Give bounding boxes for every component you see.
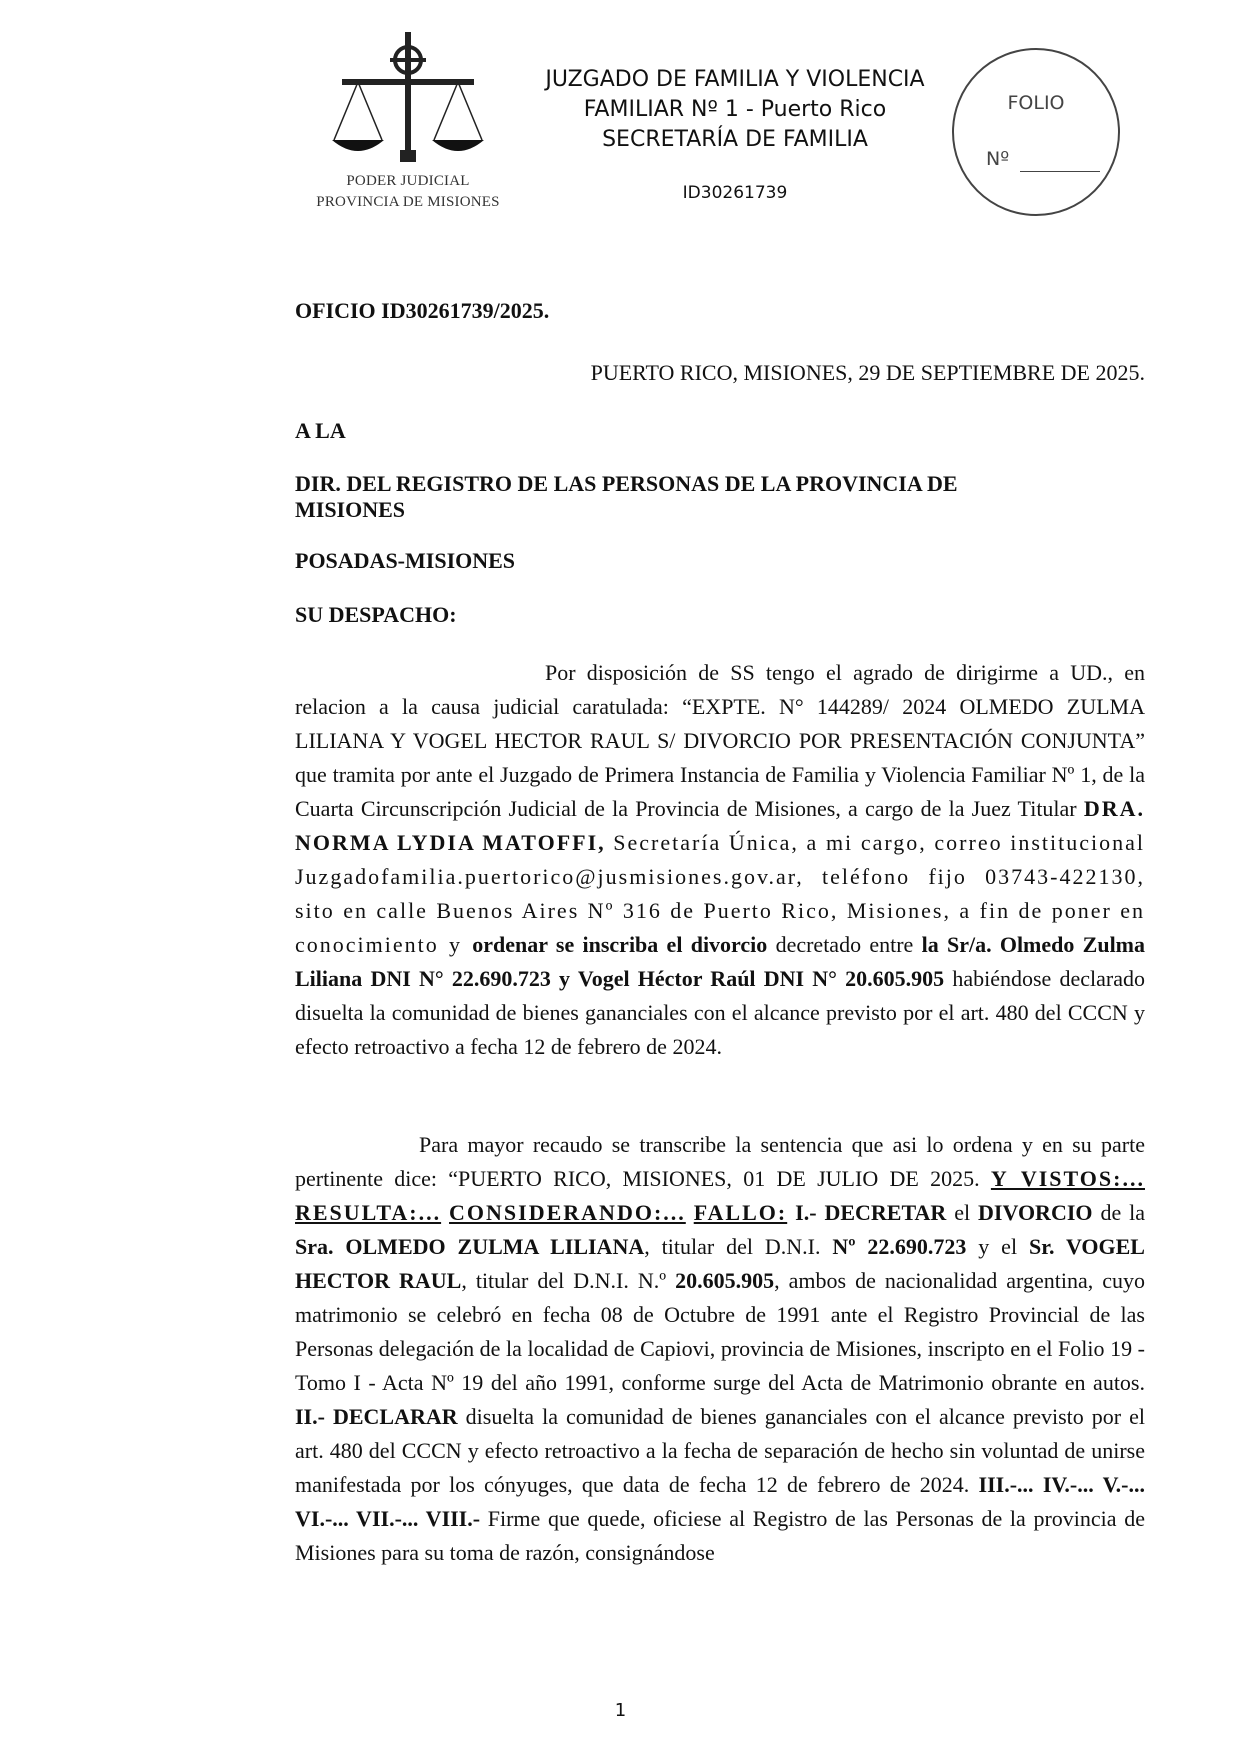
place-date: PUERTO RICO, MISIONES, 29 DE SEPTIEMBRE DE 2025. <box>590 360 1145 385</box>
i-decretar: I.- DECRETAR <box>795 1200 947 1225</box>
para1-text-3: decretado entre <box>767 932 922 957</box>
body-paragraph-2 <box>295 1128 1145 1570</box>
para1-text-4: habiéndose declarado disuelta la comunidad de bienes gananciales con el alcance previsto por el art. 480 del CCCN y efecto retroactivo a fecha 12 de febrero de 2024. <box>295 966 1145 1059</box>
para2-text-8: disuelta la comunidad de bienes gananciales con el alcance previsto por el art. 480 del CCCN y efecto retroactivo a la fecha de separación de hecho sin voluntad de unirse manifestada por los cónyuges, que data de fecha 12 de febrero de 2024. <box>295 1404 1146 1497</box>
divorcio: DIVORCIO <box>978 1200 1093 1225</box>
para2-text-7: , ambos de nacionalidad argentina, cuyo matrimonio se celebró en fecha 08 de Octubre de 1991 ante el Registro Provincial de las Personas delegación de la localidad de Capiovi, provincia de Misiones, inscripto en el Folio 19 - Tomo I - Acta Nº 19 del año 1991, conforme surge del Acta de Matrimonio obrante en autos. <box>295 1268 1146 1395</box>
sra-name: Sra. OLMEDO ZULMA LILIANA <box>295 1234 645 1259</box>
court-id: ID30261739 <box>682 183 788 203</box>
para2-text-6: , titular del D.N.I. N.º <box>461 1268 676 1293</box>
sr-name: Sr. VOGEL HECTOR RAUL <box>295 1234 1145 1293</box>
para2-text-5: y el <box>966 1234 1029 1259</box>
para2-text-1: Para mayor recaudo se transcribe la sentencia que asi lo ordena y en su parte pertinente dice: “PUERTO RICO, MISIONES, 01 DE JULIO DE 2025. <box>295 1132 1145 1191</box>
iii-viii: III.-... IV.-... V.-... VI.-... VII.-... VIII.- <box>295 1472 1145 1531</box>
su-despacho: SU DESPACHO: <box>295 602 457 627</box>
para2-text-2: el <box>946 1200 979 1225</box>
fallo: FALLO: <box>693 1200 788 1225</box>
para2-text-3: de la <box>1092 1200 1146 1225</box>
court-line-1: JUZGADO DE FAMILIA Y VIOLENCIA <box>545 67 925 92</box>
scales-of-justice-icon <box>328 30 488 165</box>
para2-text-4: , titular del D.N.I. <box>644 1234 833 1259</box>
vistos: Y VISTOS:... <box>990 1166 1145 1191</box>
folio-number-label: Nº <box>986 148 1010 170</box>
addressee-city: POSADAS-MISIONES <box>295 548 516 573</box>
court-line-3: SECRETARÍA DE FAMILIA <box>602 127 868 152</box>
addressee-name <box>295 471 1145 523</box>
oficio-number: OFICIO ID30261739/2025. <box>295 298 550 323</box>
judge-name: DRA. NORMA LYDIA MATOFFI, <box>295 796 1145 855</box>
body-paragraph-1 <box>295 656 1145 1064</box>
court-line-2: FAMILIAR Nº 1 - Puerto Rico <box>583 97 887 122</box>
folio-number-line <box>1020 171 1100 172</box>
parties-names: la Sr/a. Olmedo Zulma Liliana DNI N° 22.690.723 y Vogel Héctor Raúl DNI N° 20.605.905 <box>295 932 1146 991</box>
ii-declarar: II.- DECLARAR <box>295 1404 458 1429</box>
court-heading <box>520 65 950 155</box>
addressee-line-2: MISIONES <box>295 497 406 522</box>
folio-stamp <box>952 48 1120 216</box>
logo-line-1: PODER JUDICIAL <box>346 173 470 189</box>
poder-judicial-logo <box>300 30 516 220</box>
para1-text-2: Secretaría Única, a mi cargo, correo institucional Juzgadofamilia.puertorico@jusmisiones.gov.ar, teléfono fijo 03743-422130, sito en calle Buenos Aires Nº 316 de Puerto Rico, Misiones, a fin de poner en conocimiento y <box>295 830 1146 957</box>
addressee-line-1: DIR. DEL REGISTRO DE LAS PERSONAS DE LA PROVINCIA DE <box>295 471 958 496</box>
logo-line-2: PROVINCIA DE MISIONES <box>316 194 500 210</box>
addressee-prefix: A LA <box>295 418 346 443</box>
para1-text-1: Por disposición de SS tengo el agrado de dirigirme a UD., en relacion a la causa judicial caratulada: “EXPTE. N° 144289/ 2024 OLMEDO ZULMA LILIANA Y VOGEL HECTOR RAUL S/ DIVORCIO POR PRESENTACIÓN CONJUNTA” que tramita por ante el Juzgado de Primera Instancia de Familia y Violencia Familiar Nº 1, de la Cuarta Circunscripción Judicial de la Provincia de Misiones, a cargo de la Juez Titular <box>295 660 1145 821</box>
order-inscription: ordenar se inscriba el divorcio <box>472 932 768 957</box>
para2-text-9: Firme que quede, oficiese al Registro de las Personas de la provincia de Misiones para su toma de razón, consignándose <box>295 1506 1145 1565</box>
resulta: RESULTA:... <box>295 1200 442 1225</box>
dni-1: Nº 22.690.723 <box>832 1234 967 1259</box>
considerando: CONSIDERANDO:... <box>449 1200 686 1225</box>
dni-2: 20.605.905 <box>675 1268 775 1293</box>
page-number: 1 <box>614 1700 627 1721</box>
folio-label: FOLIO <box>1007 92 1065 114</box>
